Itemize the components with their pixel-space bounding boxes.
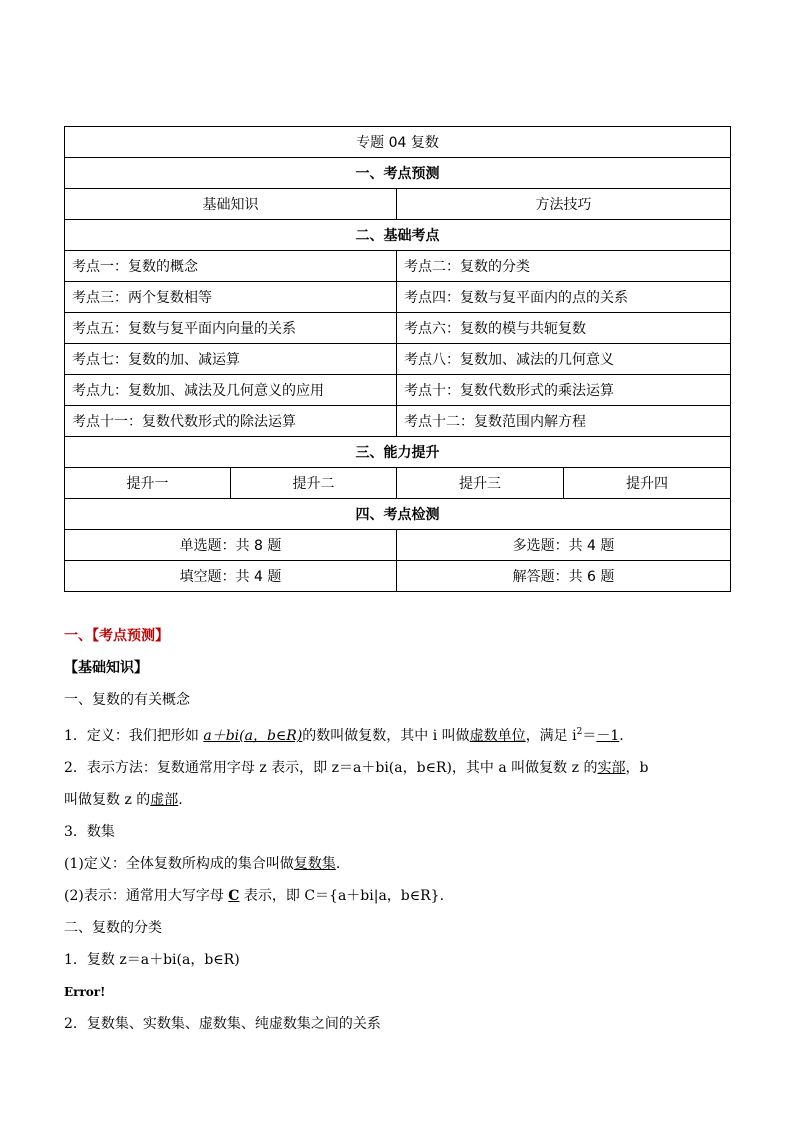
text: ，满足 i: [525, 728, 577, 744]
term: 虚部: [150, 792, 179, 808]
outline-table-container: [64, 126, 730, 592]
term: －1: [596, 728, 620, 744]
section-heading-2: 二、基础考点: [65, 220, 731, 251]
table-cell: 提升三: [397, 468, 564, 499]
subheading: 【基础知识】: [64, 660, 148, 676]
table-cell: 考点一：复数的概念: [65, 251, 397, 282]
text: (1)定义：全体复数所构成的集合叫做: [64, 856, 294, 872]
paragraph: 2．复数集、实数集、虚数集、纯虚数集之间的关系: [64, 1016, 381, 1032]
table-cell: 考点二：复数的分类: [397, 251, 731, 282]
error-text: Error!: [64, 985, 106, 999]
term: 复数集: [293, 856, 336, 872]
paragraph-set-notation: [64, 880, 730, 912]
document-body: [64, 620, 730, 1040]
paragraph-representation: [64, 752, 730, 784]
text: 的数叫做复数，其中 i 叫做: [302, 728, 470, 744]
table-cell: 多选题：共 4 题: [397, 530, 731, 561]
section-heading-3: 三、能力提升: [65, 437, 731, 468]
section-heading-4: 四、考点检测: [65, 499, 731, 530]
table-cell: 考点十一：复数代数形式的除法运算: [65, 406, 397, 437]
text: 2．表示方法：复数通常用字母 z 表示，即 z＝a＋bi(a，b∈R)，其中 a 叫做复数 z 的: [64, 760, 598, 776]
formula: a＋bi(a，b∈R): [203, 728, 303, 744]
outline-table: [64, 126, 731, 592]
section-heading-1: 一、考点预测: [65, 158, 731, 189]
table-cell: 考点十：复数代数形式的乘法运算: [397, 375, 731, 406]
superscript: 2: [576, 727, 583, 737]
text: 表示，即 C＝{a＋bi|a，b∈R}.: [239, 888, 445, 904]
table-cell: 考点四：复数与复平面内的点的关系: [397, 282, 731, 313]
table-cell: 考点五：复数与复平面内向量的关系: [65, 313, 397, 344]
table-cell: 考点三：两个复数相等: [65, 282, 397, 313]
text: .: [178, 792, 183, 808]
term: C: [228, 888, 240, 904]
paragraph-definition: [64, 716, 730, 752]
table-title: 专题 04 复数: [65, 127, 731, 158]
table-cell: 提升一: [65, 468, 231, 499]
term: 虚数单位: [469, 728, 526, 744]
text: 叫做复数 z 的: [64, 792, 151, 808]
table-cell: 提升二: [231, 468, 397, 499]
heading-prefix: 一、: [64, 628, 92, 644]
text: .: [619, 728, 624, 744]
table-cell: 考点十二：复数范围内解方程: [397, 406, 731, 437]
table-cell: 考点七：复数的加、减运算: [65, 344, 397, 375]
table-cell: 方法技巧: [397, 189, 731, 220]
text: ＝: [582, 728, 597, 744]
paragraph-set-definition: [64, 848, 730, 880]
heading-red: 【考点预测】: [92, 628, 169, 644]
table-cell: 单选题：共 8 题: [65, 530, 397, 561]
table-cell: 填空题：共 4 题: [65, 561, 397, 592]
table-cell: 基础知识: [65, 189, 397, 220]
paragraph-continuation: [64, 784, 730, 816]
paragraph: 一、复数的有关概念: [64, 692, 190, 708]
table-cell: 提升四: [564, 468, 731, 499]
table-cell: 解答题：共 6 题: [397, 561, 731, 592]
text: (2)表示：通常用大写字母: [64, 888, 229, 904]
text: .: [335, 856, 341, 872]
table-cell: 考点八：复数加、减法的几何意义: [397, 344, 731, 375]
paragraph: 1．复数 z＝a＋bi(a，b∈R): [64, 952, 240, 968]
text: ，b: [625, 760, 649, 776]
text: 1．定义：我们把形如: [64, 728, 204, 744]
paragraph: 二、复数的分类: [64, 920, 162, 936]
term: 实部: [597, 760, 626, 776]
paragraph: 3．数集: [64, 824, 115, 840]
section-heading: [64, 620, 730, 652]
table-cell: 考点九：复数加、减法及几何意义的应用: [65, 375, 397, 406]
table-cell: 考点六：复数的模与共轭复数: [397, 313, 731, 344]
